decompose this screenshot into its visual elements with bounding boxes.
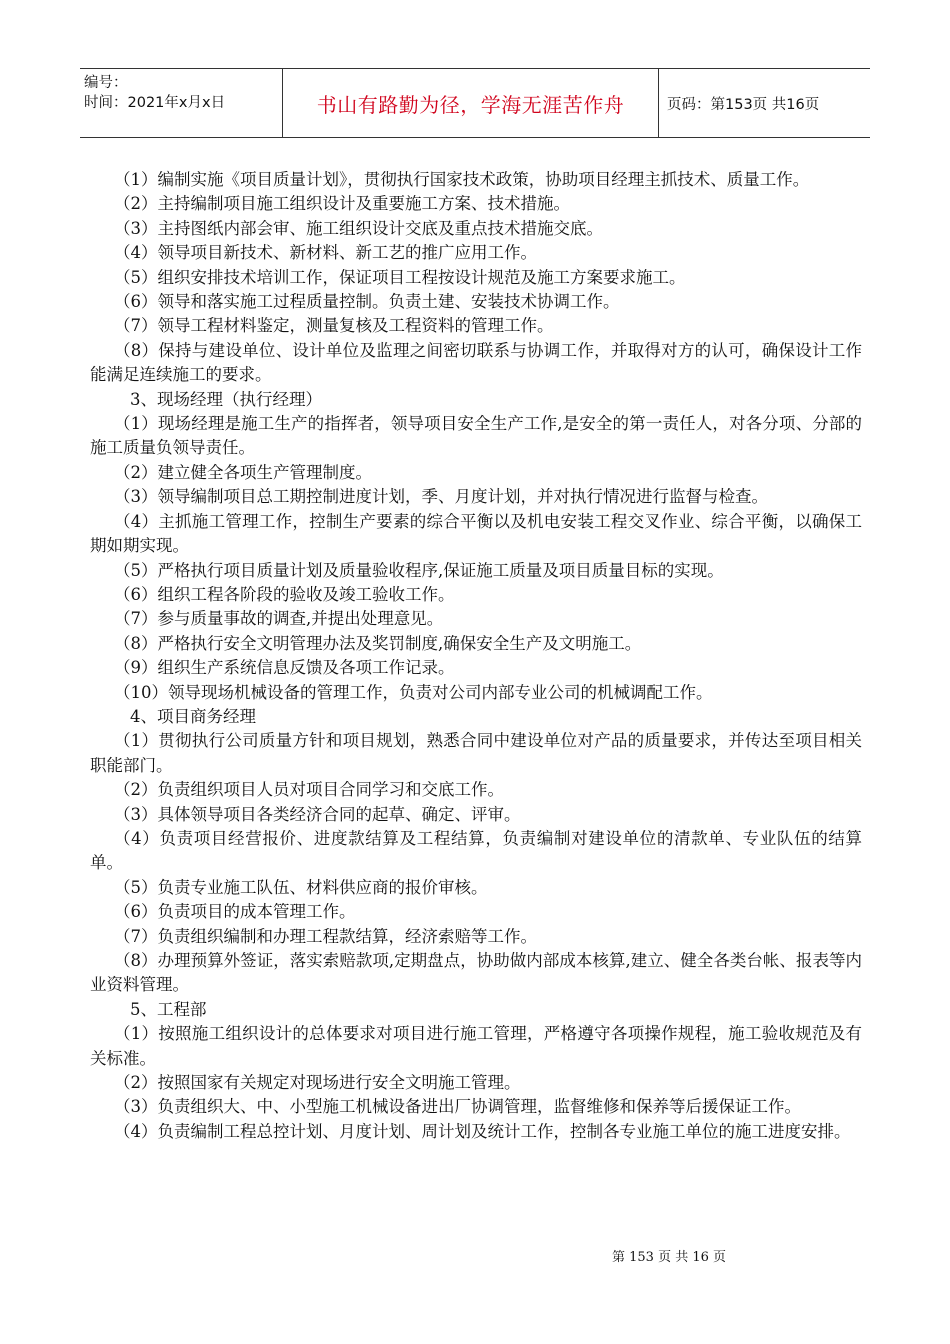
- list-item: （2）按照国家有关规定对现场进行安全文明施工管理。: [114, 1073, 521, 1093]
- list-item: （5）组织安排技术培训工作，保证项目工程按设计规范及施工方案要求施工。: [114, 267, 686, 287]
- list-item: （3）主持图纸内部会审、施工组织设计交底及重点技术措施交底。: [114, 218, 603, 238]
- list-item: （5）严格执行项目质量计划及质量验收程序,保证施工质量及项目质量目标的实现。: [114, 560, 724, 580]
- list-item: （9）组织生产系统信息反馈及各项工作记录。: [114, 658, 455, 678]
- list-item: （1）按照施工组织设计的总体要求对项目进行施工管理，严格遵守各项操作规程，施工验收规范及有关标准。: [90, 1024, 862, 1068]
- list-item: （8）严格执行安全文明管理办法及奖罚制度,确保安全生产及文明施工。: [114, 633, 642, 653]
- list-item: （5）负责专业施工队伍、材料供应商的报价审核。: [114, 877, 488, 897]
- list-item: （3）具体领导项目各类经济合同的起草、确定、评审。: [114, 804, 521, 824]
- list-item: （7）参与质量事故的调查,并提出处理意见。: [114, 609, 444, 629]
- section-heading: 5、工程部: [130, 999, 207, 1019]
- page-footer: 第 153 页 共 16 页: [612, 1250, 727, 1265]
- list-item: （6）领导和落实施工过程质量控制。负责土建、安装技术协调工作。: [114, 292, 620, 312]
- header-motto: 书山有路勤为径，学海无涯苦作舟: [283, 69, 659, 137]
- list-item: （10）领导现场机械设备的管理工作，负责对公司内部专业公司的机械调配工作。: [114, 682, 713, 702]
- list-item: （3）领导编制项目总工期控制进度计划，季、月度计划，并对执行情况进行监督与检查。: [114, 487, 768, 507]
- list-item: （8）办理预算外签证，落实索赔款项,定期盘点，协助做内部成本核算,建立、健全各类台帐、报表等内业资料管理。: [90, 951, 862, 995]
- list-item: （7）领导工程材料鉴定，测量复核及工程资料的管理工作。: [114, 316, 554, 336]
- list-item: （4）主抓施工管理工作，控制生产要素的综合平衡以及机电安装工程交叉作业、综合平衡，以确保工期如期实现。: [90, 511, 862, 556]
- list-item: （2）建立健全各项生产管理制度。: [114, 462, 372, 482]
- header-meta: [80, 69, 283, 137]
- document-number-label: 编号：: [84, 75, 128, 91]
- list-item: （3）负责组织大、中、小型施工机械设备进出厂协调管理，监督维修和保养等后援保证工作。: [114, 1097, 801, 1117]
- list-item: （2）主持编制项目施工组织设计及重要施工方案、技术措施。: [114, 194, 570, 214]
- list-item: （2）负责组织项目人员对项目合同学习和交底工作。: [114, 780, 504, 800]
- document-time-label: 时间：2021年x月x日: [84, 95, 226, 111]
- header-page-info: 页码：第153页 共16页: [667, 96, 820, 113]
- section-heading: 4、项目商务经理: [130, 706, 256, 726]
- list-item: （1）现场经理是施工生产的指挥者，领导项目安全生产工作,是安全的第一责任人，对各分项、分部的施工质量负领导责任。: [90, 414, 862, 458]
- list-item: （4）领导项目新技术、新材料、新工艺的推广应用工作。: [114, 243, 537, 263]
- list-item: （4）负责编制工程总控计划、月度计划、周计划及统计工作，控制各专业施工单位的施工进度安排。: [114, 1121, 851, 1141]
- list-item: （7）负责组织编制和办理工程款结算，经济索赔等工作。: [114, 926, 537, 946]
- list-item: （8）保持与建设单位、设计单位及监理之间密切联系与协调工作，并取得对方的认可，确保设计工作能满足连续施工的要求。: [90, 340, 862, 385]
- list-item: （1）贯彻执行公司质量方针和项目规划，熟悉合同中建设单位对产品的质量要求，并传达至项目相关职能部门。: [90, 731, 862, 775]
- document-body: [90, 168, 862, 1144]
- list-item: （6）负责项目的成本管理工作。: [114, 902, 356, 922]
- section-heading: 3、现场经理（执行经理）: [130, 389, 322, 409]
- list-item: （1）编制实施《项目质量计划》，贯彻执行国家技术政策，协助项目经理主抓技术、质量工作。: [114, 170, 810, 189]
- list-item: （6）组织工程各阶段的验收及竣工验收工作。: [114, 584, 455, 604]
- list-item: （4）负责项目经营报价、进度款结算及工程结算，负责编制对建设单位的清款单、专业队伍的结算单。: [90, 828, 862, 873]
- page-header: [80, 68, 870, 138]
